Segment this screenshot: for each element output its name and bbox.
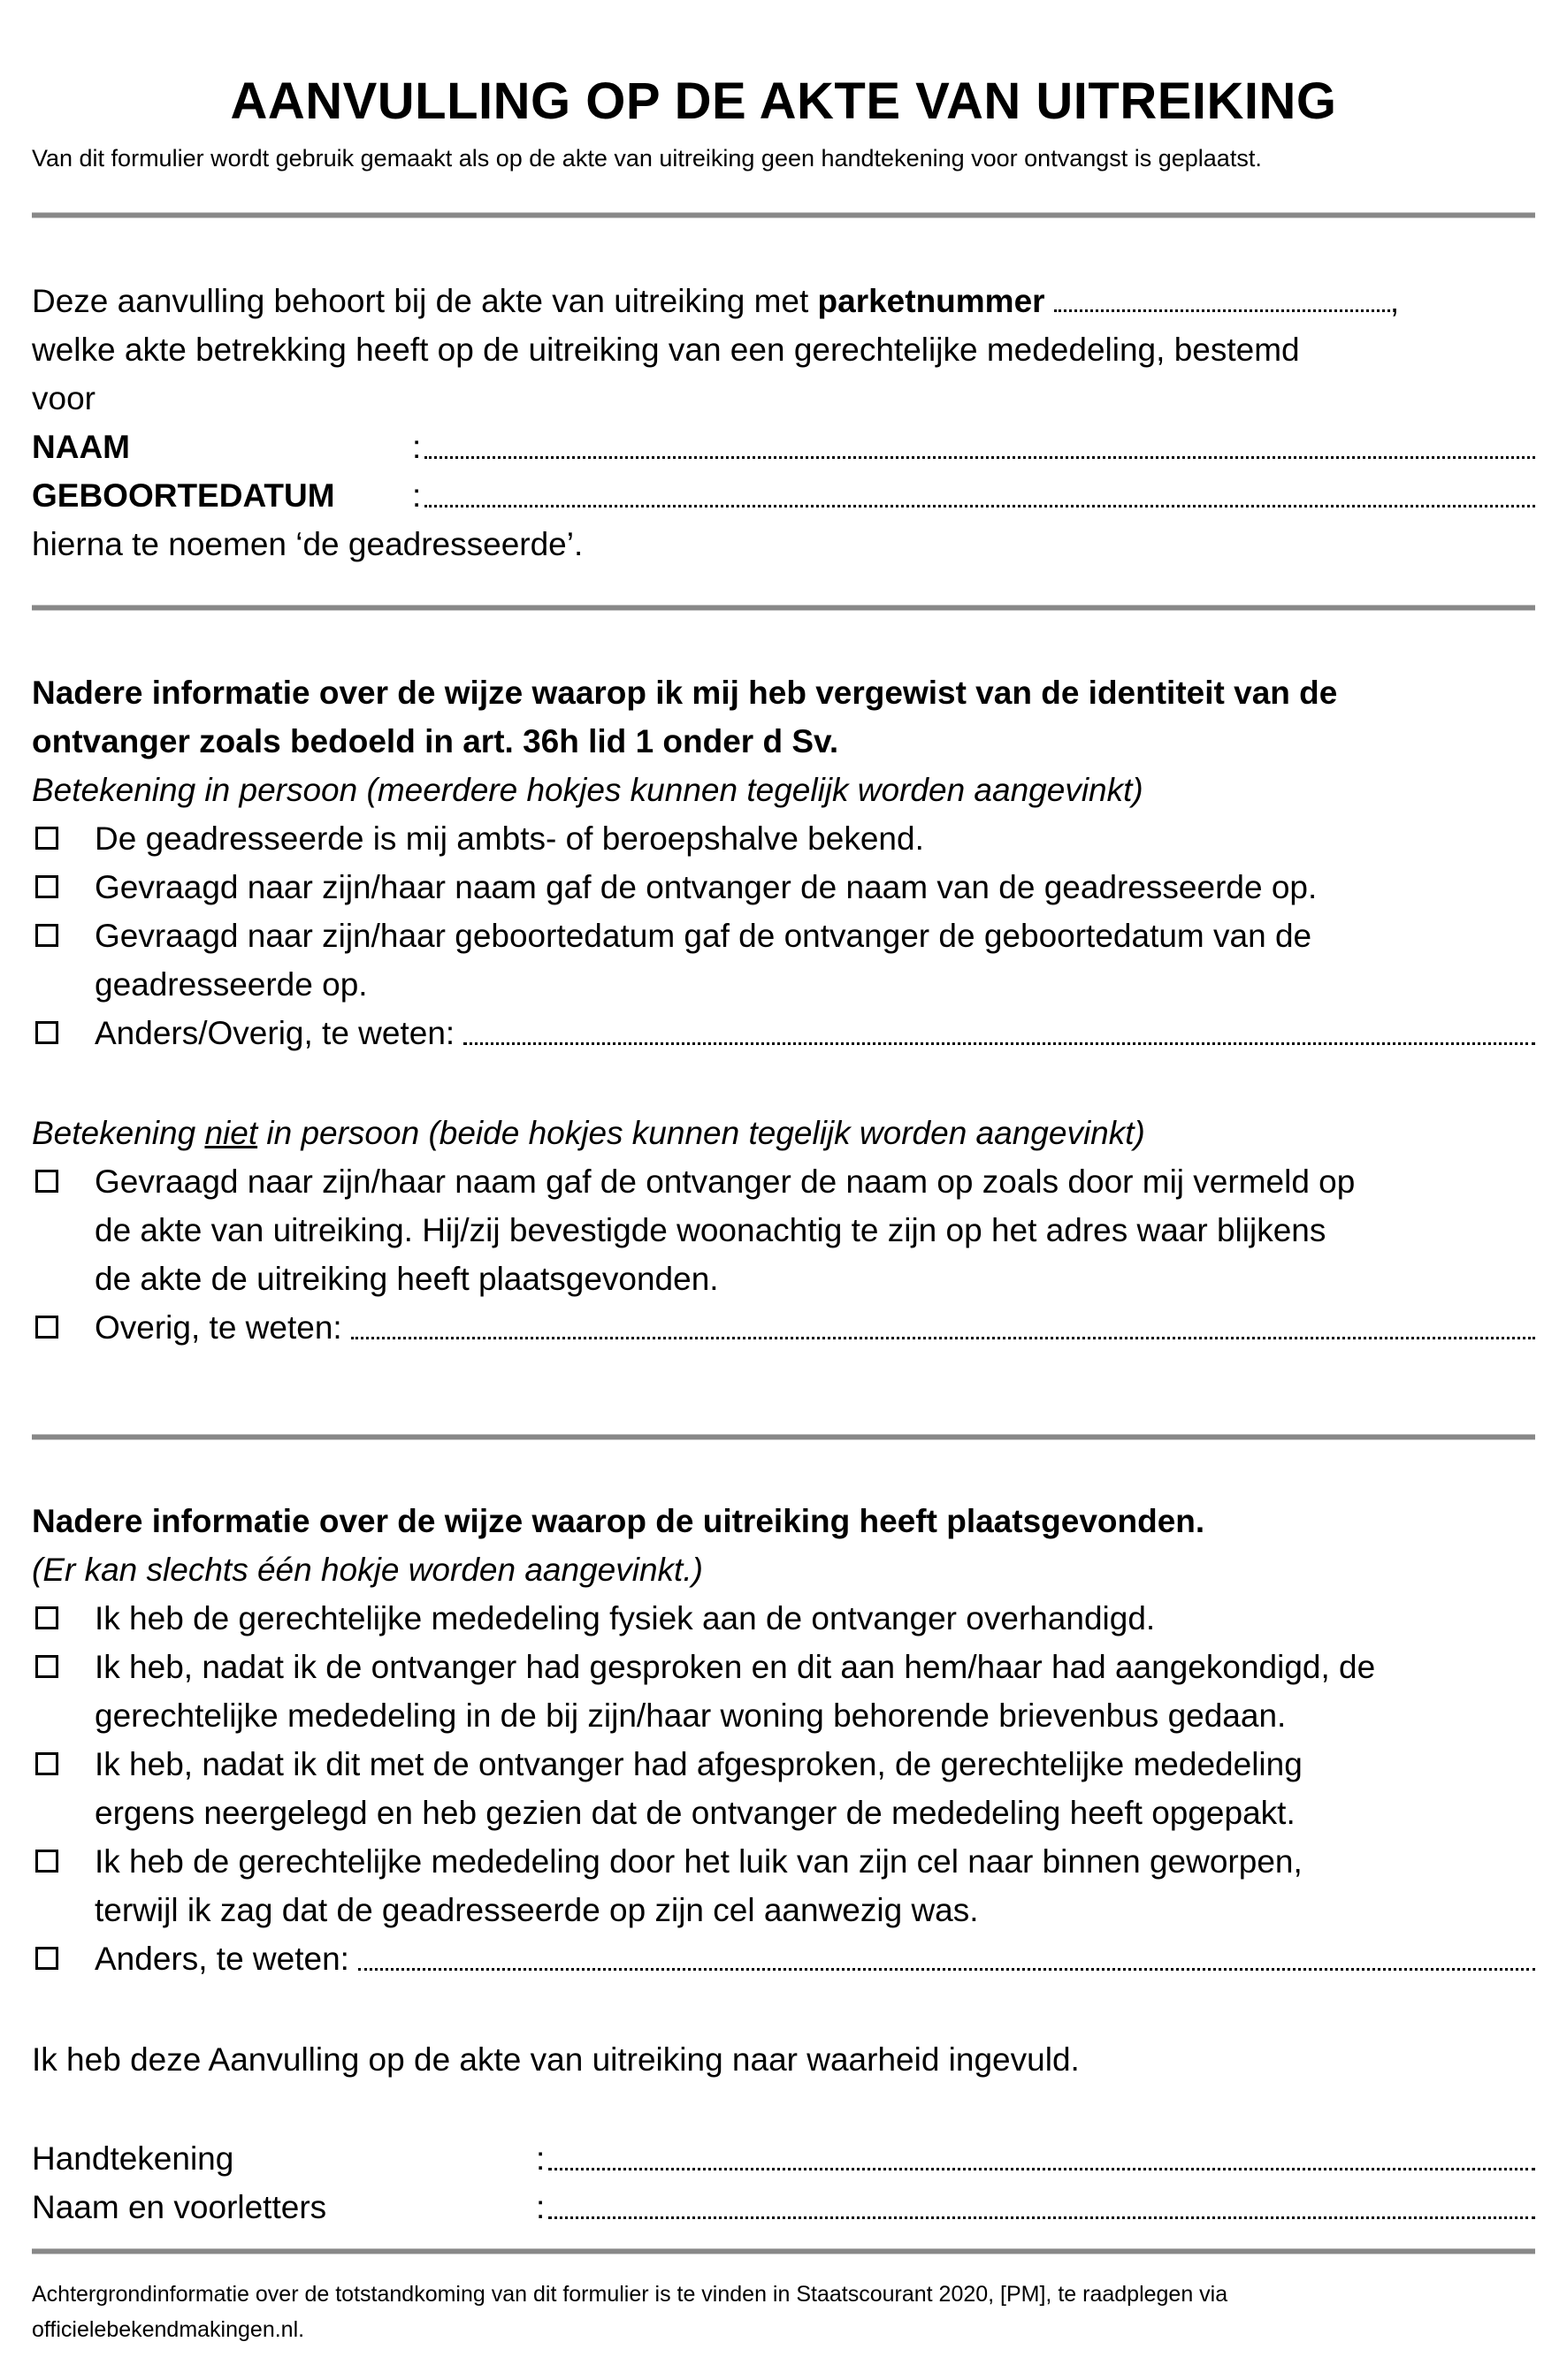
signature-label: Handtekening — [32, 2140, 234, 2177]
name-initials-label: Naam en voorletters — [32, 2189, 327, 2225]
other-input[interactable] — [358, 1934, 1535, 1971]
option-label: ergens neergelegd en heb gezien dat de ontvanger de mededeling heeft opgepakt. — [95, 1795, 1296, 1831]
checkbox-option-other[interactable] — [32, 1009, 1535, 1057]
colon: : — [412, 477, 422, 514]
checkbox-option[interactable] — [32, 1157, 1535, 1303]
signature-field[interactable] — [32, 2134, 1535, 2183]
option-label: Anders, te weten: — [95, 1941, 349, 1977]
option-label: Anders/Overig, te weten: — [95, 1015, 455, 1051]
option-label: Ik heb, nadat ik dit met de ontvanger had afgesproken, de gerechtelijke mededeling — [95, 1746, 1303, 1782]
option-label: Overig, te weten: — [95, 1309, 342, 1346]
option-label: Ik heb, nadat ik de ontvanger had gesproken en dit aan hem/haar had aangekondigd, de — [95, 1649, 1376, 1685]
checkbox[interactable] — [35, 924, 58, 947]
name-initials-field[interactable] — [32, 2183, 1535, 2231]
in-person-subheading: Betekening in persoon (meerdere hokjes kunnen tegelijk worden aangevinkt) — [32, 772, 1143, 808]
footer-line-2: officielebekendmakingen.nl. — [32, 2317, 305, 2342]
intro-line-1 — [32, 277, 1399, 325]
checkbox[interactable] — [35, 1850, 58, 1873]
checkbox[interactable] — [35, 1316, 58, 1339]
naam-label: NAAM — [32, 429, 130, 465]
checkbox-option[interactable] — [32, 863, 1535, 912]
checkbox-option[interactable] — [32, 912, 1535, 1009]
intro-line-2: welke akte betrekking heeft op de uitreiking van een gerechtelijke mededeling, bestemd — [32, 332, 1300, 368]
checkbox[interactable] — [35, 1021, 58, 1044]
comma: , — [1389, 283, 1400, 319]
intro-closing: hierna te noemen ‘de geadresseerde’. — [32, 526, 584, 562]
colon: : — [536, 2140, 546, 2177]
naam-input[interactable] — [424, 423, 1535, 459]
option-label: Gevraagd naar zijn/haar naam gaf de ontvanger de naam op zoals door mij vermeld op — [95, 1163, 1356, 1200]
option-label: terwijl ik zag dat de geadresseerde op zijn cel aanwezig was. — [95, 1892, 979, 1928]
not-in-person-subheading — [32, 1109, 1145, 1157]
checkbox[interactable] — [35, 1752, 58, 1775]
option-label: de akte de uitreiking heeft plaatsgevonden. — [95, 1261, 719, 1297]
checkbox-option[interactable] — [32, 1740, 1535, 1837]
parketnummer-label: parketnummer — [817, 283, 1045, 319]
delivery-heading: Nadere informatie over de wijze waarop de uitreiking heeft plaatsgevonden. — [32, 1503, 1205, 1539]
other-input[interactable] — [351, 1303, 1535, 1339]
option-label: de akte van uitreiking. Hij/zij bevestigde woonachtig te zijn op het adres waar blijkens — [95, 1212, 1326, 1248]
other-input[interactable] — [463, 1009, 1535, 1045]
checkbox[interactable] — [35, 1655, 58, 1678]
divider — [32, 605, 1535, 611]
checkbox[interactable] — [35, 1947, 58, 1970]
checkbox-option[interactable] — [32, 1643, 1535, 1740]
divider — [32, 1434, 1535, 1440]
signature-input[interactable] — [548, 2134, 1535, 2170]
geboortedatum-label: GEBOORTEDATUM — [32, 477, 335, 514]
option-label: Ik heb de gerechtelijke mededeling door het luik van zijn cel naar binnen geworpen, — [95, 1843, 1303, 1880]
option-label: Ik heb de gerechtelijke mededeling fysiek aan de ontvanger overhandigd. — [95, 1600, 1156, 1636]
checkbox[interactable] — [35, 827, 58, 850]
option-label: gerechtelijke mededeling in de bij zijn/haar woning behorende brievenbus gedaan. — [95, 1697, 1287, 1734]
colon: : — [536, 2189, 546, 2225]
delivery-subheading: (Er kan slechts één hokje worden aangevinkt.) — [32, 1552, 703, 1588]
divider — [32, 2248, 1535, 2254]
checkbox[interactable] — [35, 1606, 58, 1629]
intro-line-3: voor — [32, 380, 96, 416]
checkbox-option[interactable] — [32, 814, 1535, 863]
option-label: De geadresseerde is mij ambts- of beroepshalve bekend. — [95, 820, 924, 857]
subheading-text: in persoon (beide hokjes kunnen tegelijk worden aangevinkt) — [257, 1115, 1145, 1151]
declaration: Ik heb deze Aanvulling op de akte van uitreiking naar waarheid ingevuld. — [32, 2041, 1080, 2078]
checkbox[interactable] — [35, 875, 58, 898]
option-label: Gevraagd naar zijn/haar naam gaf de ontvanger de naam van de geadresseerde op. — [95, 869, 1318, 905]
checkbox-option[interactable] — [32, 1594, 1535, 1643]
colon: : — [412, 429, 422, 465]
form-title: AANVULLING OP DE AKTE VAN UITREIKING — [230, 72, 1337, 130]
form-subtitle: Van dit formulier wordt gebruik gemaakt als op de akte van uitreiking geen handtekening voor ontvangst is geplaatst. — [32, 145, 1262, 172]
parketnummer-field[interactable] — [1054, 309, 1390, 312]
footer-line-1: Achtergrondinformatie over de totstandkoming van dit formulier is te vinden in Staatscourant 2020, [PM], te raadplegen via — [32, 2282, 1228, 2307]
option-label: geadresseerde op. — [95, 966, 368, 1003]
option-label: Gevraagd naar zijn/haar geboortedatum gaf de ontvanger de geboortedatum van de — [95, 918, 1312, 954]
identity-heading-line-1: Nadere informatie over de wijze waarop ik mij heb vergewist van de identiteit van de — [32, 675, 1338, 711]
subheading-emphasis: niet — [204, 1115, 258, 1151]
geboortedatum-field[interactable] — [32, 471, 1535, 520]
naam-field[interactable] — [32, 423, 1535, 471]
geboortedatum-input[interactable] — [424, 471, 1535, 507]
checkbox-option-other[interactable] — [32, 1934, 1535, 1983]
identity-heading-line-2: ontvanger zoals bedoeld in art. 36h lid 1 onder d Sv. — [32, 723, 839, 759]
name-initials-input[interactable] — [548, 2183, 1535, 2219]
subheading-text: Betekening — [32, 1115, 205, 1151]
divider — [32, 212, 1535, 218]
checkbox-option-other[interactable] — [32, 1303, 1535, 1352]
checkbox-option[interactable] — [32, 1837, 1535, 1934]
intro-text: Deze aanvulling behoort bij de akte van uitreiking met — [32, 283, 818, 319]
checkbox[interactable] — [35, 1170, 58, 1193]
